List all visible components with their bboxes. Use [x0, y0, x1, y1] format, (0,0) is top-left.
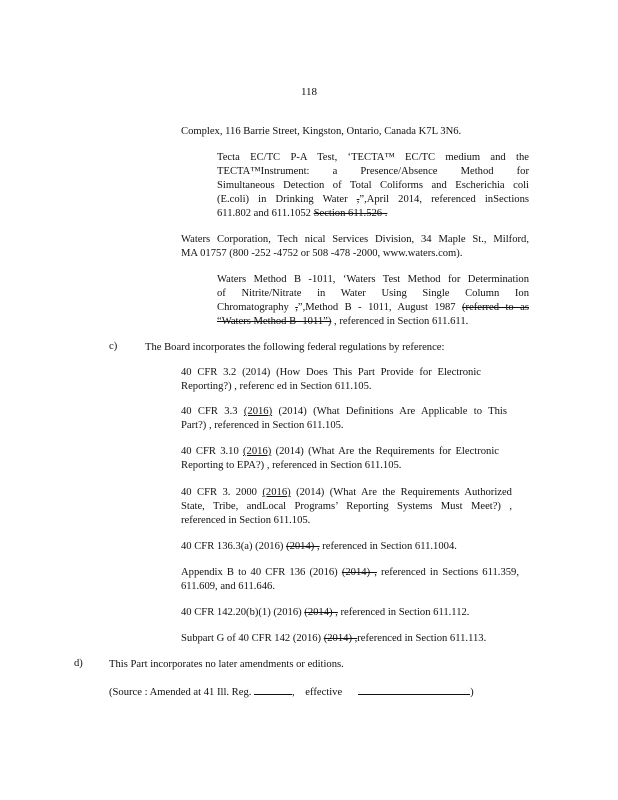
tecta-method-line-4-part-b: ”,April 2014, referenced inSections: [359, 194, 529, 205]
cfr-appendix-b-line-1-part-b: referenced in Sections 611.359,: [376, 567, 519, 578]
cfr-entry-3-10: [181, 445, 499, 473]
effective-date-blank: [358, 684, 470, 695]
cfr-3-2000-line-1-part-a: 40 CFR 3. 2000: [181, 487, 263, 498]
cfr-3-2000-line-3: referenced in Section 611.105.: [181, 515, 311, 526]
cfr-3-10-inserted-year: (2016): [243, 446, 272, 457]
cfr-3-10-line-1-part-a: 40 CFR 3.10: [181, 446, 244, 457]
cfr-subpart-g-deleted-year: (2014) ,: [323, 633, 358, 644]
waters-method-deleted-name: “Waters Method B -1011”): [217, 316, 332, 327]
cfr-3-2000-line-1-part-b: (2014) (What Are the Requirements Authorized: [290, 487, 512, 498]
tecta-method-line-5: [217, 207, 529, 221]
cfr-3-3-line-1-part-a: 40 CFR 3.3: [181, 406, 244, 417]
subsection-c-line: The Board incorporates the following federal regulations by reference:: [145, 342, 445, 353]
cfr-entry-142-20b1: [181, 606, 511, 620]
cfr-subpart-g-line-1: [181, 632, 521, 646]
cfr-136-3a-line-1: [181, 540, 501, 554]
waters-method-line-3-part-a: Chromatography: [217, 302, 296, 313]
source-note-part-b: effective: [305, 687, 345, 698]
tecta-method-line-4-part-a: (E.coli) in Drinking Water: [217, 194, 357, 205]
tecta-address-line: Complex, 116 Barrie Street, Kingston, Ontario, Canada K7L 3N6.: [181, 126, 462, 137]
waters-method-entry: [217, 273, 529, 329]
subsection-d-text: [109, 658, 409, 672]
cfr-entry-136-3a: [181, 540, 501, 554]
subsection-c-text: [145, 341, 479, 355]
subsection-c-label: c): [109, 341, 118, 352]
source-comma: ,: [292, 687, 306, 698]
cfr-appendix-b-line-2: 611.609, and 611.646.: [181, 581, 275, 592]
waters-method-line-1: Waters Method B -1011, ‘Waters Test Method for Determination: [217, 274, 529, 285]
cfr-entry-3-2000: [181, 486, 512, 528]
waters-method-deleted-referred: (referred to as: [462, 302, 529, 313]
cfr-3-10-line-1: [181, 445, 499, 459]
cfr-subpart-g-line-1-part-b: referenced in Section 611.113.: [357, 633, 487, 644]
tecta-method-deleted-section: Section 611.526 .: [313, 208, 388, 219]
waters-address-line-1: Waters Corporation, Tech nical Services Division, 34 Maple St., Milford,: [181, 234, 529, 245]
register-blank: [254, 684, 292, 695]
page-number: 118: [300, 86, 318, 98]
cfr-142-20b1-deleted-year: (2014) ,: [304, 607, 338, 618]
source-close-paren: ): [470, 687, 474, 698]
cfr-3-3-line-1: [181, 405, 507, 419]
tecta-method-line-2: TECTA™Instrument: a Presence/Absence Method for: [217, 166, 529, 177]
waters-method-line-3: [217, 301, 529, 315]
tecta-address: [181, 125, 501, 139]
cfr-3-2000-inserted-year: (2016): [262, 487, 291, 498]
cfr-3-3-line-2: Part?) , referenced in Section 611.105.: [181, 420, 344, 431]
source-spacer: [345, 687, 358, 698]
waters-address: [181, 233, 529, 261]
cfr-142-20b1-line-1-part-a: 40 CFR 142.20(b)(1) (2016): [181, 607, 305, 618]
waters-method-line-4-part-b: , referenced in Section 611.611.: [331, 316, 469, 327]
tecta-method-line-3: Simultaneous Detection of Total Coliforms and Escherichia coli: [217, 180, 529, 191]
cfr-136-3a-line-1-part-b: referenced in Section 611.1004.: [319, 541, 457, 552]
cfr-appendix-b-deleted-year: (2014) ,: [341, 567, 377, 578]
subsection-d-label: d): [74, 658, 83, 669]
cfr-3-2-line-1: 40 CFR 3.2 (2014) (How Does This Part Provide for Electronic: [181, 367, 481, 378]
cfr-entry-3-3: [181, 405, 507, 433]
tecta-method-deleted-comma: ,: [356, 194, 360, 205]
cfr-3-3-line-1-part-b: (2014) (What Definitions Are Applicable to This: [272, 406, 507, 417]
cfr-3-10-line-2: Reporting to EPA?) , referenced in Section 611.105.: [181, 460, 402, 471]
tecta-method-entry: [217, 151, 529, 221]
cfr-appendix-b-line-1-part-a: Appendix B to 40 CFR 136 (2016): [181, 567, 342, 578]
tecta-method-line-1: Tecta EC/TC P-A Test, ‘TECTA™ EC/TC medium and the: [217, 152, 529, 163]
cfr-entry-appendix-b: [181, 566, 519, 594]
source-note-part-a: (Source : Amended at 41 Ill. Reg.: [109, 687, 255, 698]
waters-method-line-4: [217, 315, 529, 329]
cfr-136-3a-line-1-part-a: 40 CFR 136.3(a) (2016): [181, 541, 287, 552]
cfr-3-3-inserted-year: (2016): [243, 406, 273, 417]
cfr-appendix-b-line-1: [181, 566, 519, 580]
waters-method-line-3-part-b: ”,Method B - 1011, August 1987: [297, 302, 463, 313]
cfr-3-2000-line-1: [181, 486, 512, 500]
waters-method-deleted-comma: ,: [295, 302, 298, 313]
cfr-3-2000-line-2: State, Tribe, andLocal Programs’ Reporting Systems Must Meet?) ,: [181, 501, 512, 512]
cfr-subpart-g-line-1-part-a: Subpart G of 40 CFR 142 (2016): [181, 633, 324, 644]
tecta-method-line-4: [217, 193, 529, 207]
source-note: [109, 684, 529, 700]
subsection-d-line: This Part incorporates no later amendments or editions.: [109, 659, 344, 670]
cfr-entry-3-2: [181, 366, 481, 394]
cfr-142-20b1-line-1-part-b: referenced in Section 611.112.: [337, 607, 470, 618]
cfr-3-2-line-2: Reporting?) , referenc ed in Section 611.105.: [181, 381, 372, 392]
cfr-3-10-line-1-part-b: (2014) (What Are the Requirements for Electronic: [271, 446, 499, 457]
cfr-142-20b1-line-1: [181, 606, 511, 620]
cfr-entry-subpart-g: [181, 632, 521, 646]
tecta-method-line-5-part-a: 611.802 and 611.1052: [217, 208, 314, 219]
waters-address-line-2: MA 01757 (800 -252 -4752 or 508 -478 -2000, www.waters.com).: [181, 248, 463, 259]
cfr-136-3a-deleted-year: (2014) ,: [286, 541, 320, 552]
waters-method-line-2: of Nitrite/Nitrate in Water Using Single Column Ion: [217, 288, 529, 299]
